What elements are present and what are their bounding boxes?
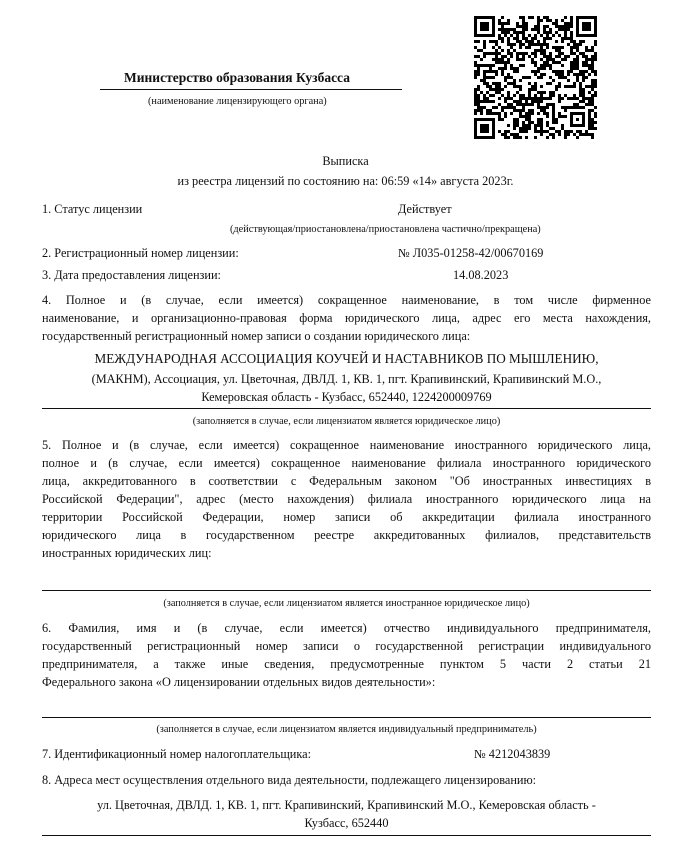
item5-line2: полное и (в случае, если имеется) сокращенное наименование филиала иностранного юридического: [42, 456, 651, 470]
item5-line7: иностранных юридических лиц:: [42, 546, 212, 560]
item4-line2: наименование, и организационно-правовая форма юридического лица, адрес его места нахождения,: [42, 311, 651, 325]
status-label: 1. Статус лицензии: [42, 202, 143, 216]
item4-line3: государственный регистрационный номер записи о создании юридического лица:: [42, 329, 471, 343]
item6-line2: государственный регистрационный номер записи о государственной регистрации индивидуального: [42, 639, 651, 653]
address-line2: Кузбасс, 652440: [304, 816, 389, 830]
inn-value: № 4212043839: [474, 747, 551, 761]
org-line1: МЕЖДУНАРОДНАЯ АССОЦИАЦИЯ КОУЧЕЙ И НАСТАВНИКОВ ПО МЫШЛЕНИЮ,: [94, 351, 599, 366]
inn-label: 7. Идентификационный номер налогоплательщика:: [42, 747, 312, 761]
address-line1: ул. Цветочная, ДВЛД. 1, КВ. 1, пгт. Крапивинский, Крапивинский М.О., Кемеровская область -: [97, 798, 596, 812]
org-line3: Кемеровская область - Кузбасс, 652440, 1224200009769: [201, 390, 492, 404]
item6-line1: 6. Фамилия, имя и (в случае, если имеется) отчество индивидуального предпринимателя,: [42, 621, 651, 635]
date-label: 3. Дата предоставления лицензии:: [42, 268, 221, 282]
item5-rule: [42, 590, 651, 591]
qr-code-icon: [474, 16, 597, 139]
item8-rule: [42, 835, 651, 836]
item6-caption: (заполняется в случае, если лицензиатом является индивидуальный предприниматель): [156, 724, 537, 735]
date-value: 14.08.2023: [453, 268, 509, 282]
extract-title: Выписка: [322, 154, 369, 168]
item4-line1: 4. Полное и (в случае, если имеется) сокращенное наименование, в том числе фирменное: [42, 293, 651, 307]
item5-line3: лица, аккредитованного в соответствии с Федеральным законом "Об иностранных инвестициях в: [42, 474, 651, 488]
reg-number-label: 2. Регистрационный номер лицензии:: [42, 246, 239, 260]
item5-line6: юридического лица в государственном реестре аккредитованных филиалов, представительств: [42, 528, 651, 542]
item6-line3: предпринимателя, а также иные сведения, предусмотренные пунктом 5 части 2 статьи 21: [42, 657, 651, 671]
authority-caption: (наименование лицензирующего органа): [148, 96, 327, 107]
item4-rule: [42, 408, 651, 409]
item4-caption: (заполняется в случае, если лицензиатом является юридическое лицо): [192, 416, 501, 427]
status-value: Действует: [398, 202, 452, 216]
extract-subtitle: из реестра лицензий по состоянию на: 06:59 «14» августа 2023г.: [177, 174, 514, 188]
item8-label: 8. Адреса мест осуществления отдельного вида деятельности, подлежащего лицензированию:: [42, 773, 537, 787]
status-caption: (действующая/приостановлена/приостановлена частично/прекращена): [230, 224, 541, 235]
item5-line1: 5. Полное и (в случае, если имеется) сокращенное наименование иностранного юридического лица,: [42, 438, 651, 452]
item5-line4: Российской Федерации", адрес (место нахождения) филиала иностранного юридического лица на: [42, 492, 651, 506]
item5-line5: территории Российской Федерации, номер записи об аккредитации филиала иностранного: [42, 510, 651, 524]
authority-underline: [100, 89, 402, 90]
authority-name: Министерство образования Кузбасса: [124, 70, 350, 85]
org-line2: (МАКНМ), Ассоциация, ул. Цветочная, ДВЛД. 1, КВ. 1, пгт. Крапивинский, Крапивинский М.О.,: [91, 372, 602, 386]
item5-caption: (заполняется в случае, если лицензиатом является иностранное юридическое лицо): [163, 598, 530, 609]
item6-rule: [42, 717, 651, 718]
item6-line4: Федерального закона «О лицензировании отдельных видов деятельности»:: [42, 675, 436, 689]
reg-number-value: № Л035-01258-42/00670169: [398, 246, 544, 260]
